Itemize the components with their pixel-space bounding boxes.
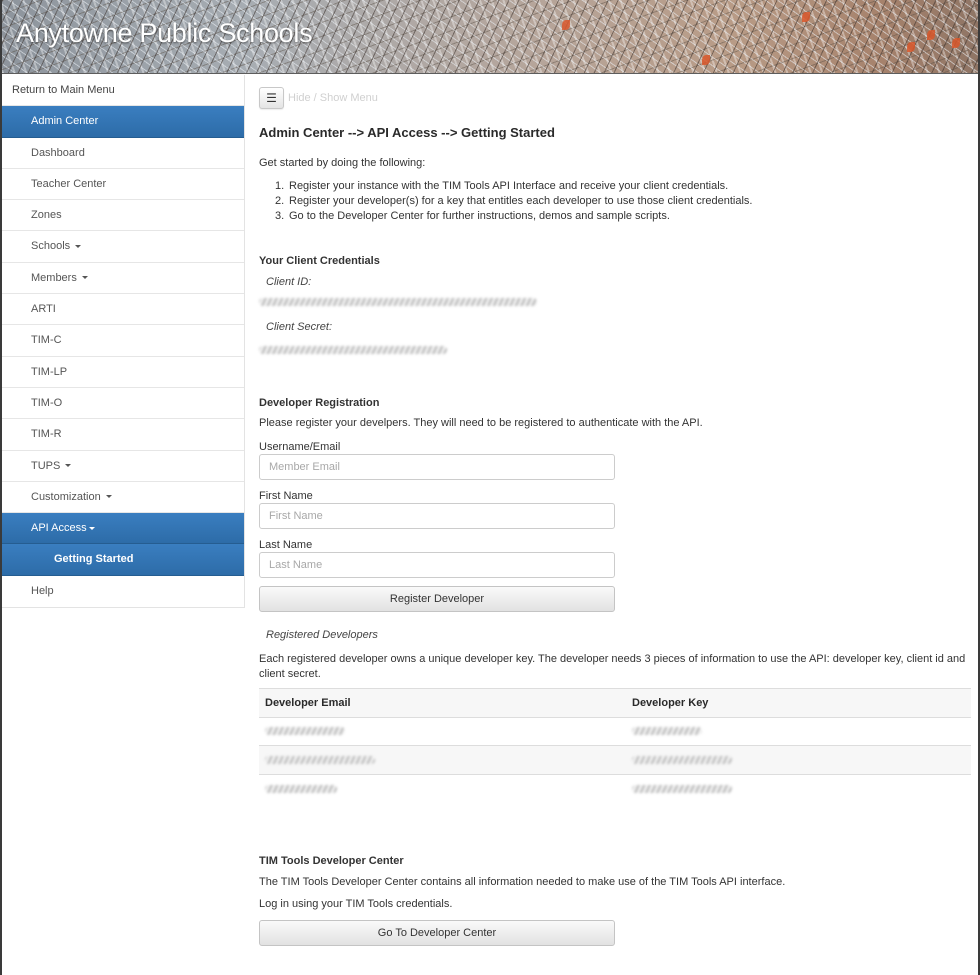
column-header-developer-key: Developer Key: [626, 689, 971, 718]
redacted-value: [632, 785, 732, 793]
client-credentials-heading: Your Client Credentials: [259, 255, 380, 267]
sidebar-item-tups[interactable]: [2, 451, 244, 482]
banner-decoration: [907, 42, 915, 52]
header-banner: [2, 0, 978, 74]
sidebar-item-label: ARTI: [31, 303, 56, 316]
developer-email-cell: [259, 774, 626, 803]
banner-decoration: [702, 55, 710, 65]
step-item: [275, 194, 752, 209]
sidebar-item-zones[interactable]: [2, 200, 244, 231]
developer-center-login-note: Log in using your TIM Tools credentials.: [259, 898, 453, 910]
table-row: [259, 774, 971, 803]
sidebar-nav: [2, 75, 245, 608]
banner-decoration: [562, 20, 570, 30]
step-text: Register your instance with the TIM Tools API Interface and receive your client credentials.: [289, 180, 729, 192]
sidebar-item-label: TIM-LP: [31, 365, 68, 378]
menu-toggle-row: [259, 87, 378, 109]
intro-text: Get started by doing the following:: [259, 157, 426, 169]
registration-description: Please register your develpers. They will need to be registered to authenticate with the API.: [259, 417, 703, 429]
developer-registration-heading: Developer Registration: [259, 397, 380, 409]
step-number: 3.: [275, 210, 285, 222]
step-item: [275, 179, 752, 194]
client-secret-value-redacted: [259, 346, 447, 354]
caret-down-icon: [65, 464, 71, 467]
developer-email-cell: [259, 746, 626, 775]
banner-decoration: [927, 30, 935, 40]
developer-center-description: The TIM Tools Developer Center contains all information needed to make use of the TIM Tools API interface.: [259, 876, 786, 888]
hamburger-icon: ☰: [266, 91, 277, 105]
table-row: [259, 717, 971, 746]
developer-center-heading: TIM Tools Developer Center: [259, 855, 404, 867]
sidebar-item-label: Dashboard: [31, 146, 85, 159]
caret-down-icon: [82, 276, 88, 279]
client-id-value-redacted: [259, 298, 537, 306]
caret-down-icon: [106, 495, 112, 498]
sidebar-item-label: Admin Center: [31, 115, 99, 128]
step-item: [275, 209, 752, 224]
sidebar-item-label: Getting Started: [54, 553, 134, 566]
sidebar-item-label: Members: [31, 271, 77, 284]
column-header-developer-email: Developer Email: [259, 689, 626, 718]
sidebar-item-dashboard[interactable]: [2, 138, 244, 169]
sidebar-item-tim-lp[interactable]: [2, 357, 244, 388]
table-header-row: [259, 689, 971, 718]
steps-list: [275, 179, 752, 224]
caret-down-icon: [75, 245, 81, 248]
sidebar-item-api-access[interactable]: [2, 513, 244, 544]
last-name-label: Last Name: [259, 539, 313, 551]
redacted-value: [265, 756, 375, 764]
sidebar-item-label: TIM-R: [31, 428, 62, 441]
developers-table: [259, 688, 971, 803]
sidebar-item-label: Teacher Center: [31, 177, 107, 190]
caret-down-icon: [89, 527, 95, 530]
sidebar-item-getting-started[interactable]: [2, 544, 244, 575]
sidebar-item-label: Schools: [31, 240, 71, 253]
developer-email-cell: [259, 717, 626, 746]
sidebar-item-tim-r[interactable]: [2, 419, 244, 450]
banner-decoration: [952, 38, 960, 48]
sidebar-item-tim-o[interactable]: [2, 388, 244, 419]
sidebar-item-label: TIM-O: [31, 396, 63, 409]
username-email-label: Username/Email: [259, 441, 341, 453]
redacted-value: [265, 727, 345, 735]
sidebar-item-help[interactable]: [2, 576, 244, 607]
sidebar-item-teacher-center[interactable]: [2, 169, 244, 200]
sidebar-item-label: TIM-C: [31, 334, 62, 347]
client-id-label: Client ID:: [266, 276, 312, 288]
sidebar-item-label: Help: [31, 584, 54, 597]
table-row: [259, 746, 971, 775]
sidebar-item-arti[interactable]: [2, 294, 244, 325]
registered-developers-description: Each registered developer owns a unique developer key. The developer needs 3 pieces of information to use the API: developer key, client id and client secret.: [259, 653, 966, 680]
developer-key-cell: [626, 774, 971, 803]
return-to-main-menu-link[interactable]: Return to Main Menu: [2, 75, 244, 106]
hide-show-menu-button[interactable]: [259, 87, 284, 109]
last-name-input[interactable]: [259, 552, 615, 578]
step-number: 1.: [275, 180, 285, 192]
redacted-value: [265, 785, 337, 793]
sidebar-item-label: TUPS: [31, 459, 61, 472]
registered-developers-heading: Registered Developers: [266, 629, 378, 641]
step-number: 2.: [275, 195, 285, 207]
first-name-label: First Name: [259, 490, 313, 502]
sidebar-item-label: API Access: [31, 522, 87, 535]
sidebar-item-admin-center[interactable]: [2, 106, 244, 137]
redacted-value: [632, 756, 732, 764]
developer-key-cell: [626, 717, 971, 746]
banner-decoration: [802, 12, 810, 22]
client-secret-label: Client Secret:: [266, 321, 333, 333]
site-title: Anytowne Public Schools: [16, 18, 313, 48]
sidebar-item-customization[interactable]: [2, 482, 244, 513]
page-title: Admin Center --> API Access --> Getting Started: [259, 125, 555, 140]
sidebar-item-label: Zones: [31, 209, 62, 222]
redacted-value: [632, 727, 702, 735]
go-to-developer-center-button[interactable]: Go To Developer Center: [259, 920, 615, 946]
first-name-input[interactable]: [259, 503, 615, 529]
hide-show-menu-label[interactable]: Hide / Show Menu: [288, 92, 378, 104]
register-developer-button[interactable]: Register Developer: [259, 586, 615, 612]
sidebar-item-schools[interactable]: [2, 231, 244, 262]
sidebar-item-tim-c[interactable]: [2, 325, 244, 356]
sidebar-item-label: Customization: [31, 490, 101, 503]
sidebar-item-members[interactable]: [2, 263, 244, 294]
developer-key-cell: [626, 746, 971, 775]
member-email-input[interactable]: [259, 454, 615, 480]
step-text: Go to the Developer Center for further instructions, demos and sample scripts.: [289, 210, 670, 222]
step-text: Register your developer(s) for a key that entitles each developer to use those client credentials.: [289, 195, 753, 207]
